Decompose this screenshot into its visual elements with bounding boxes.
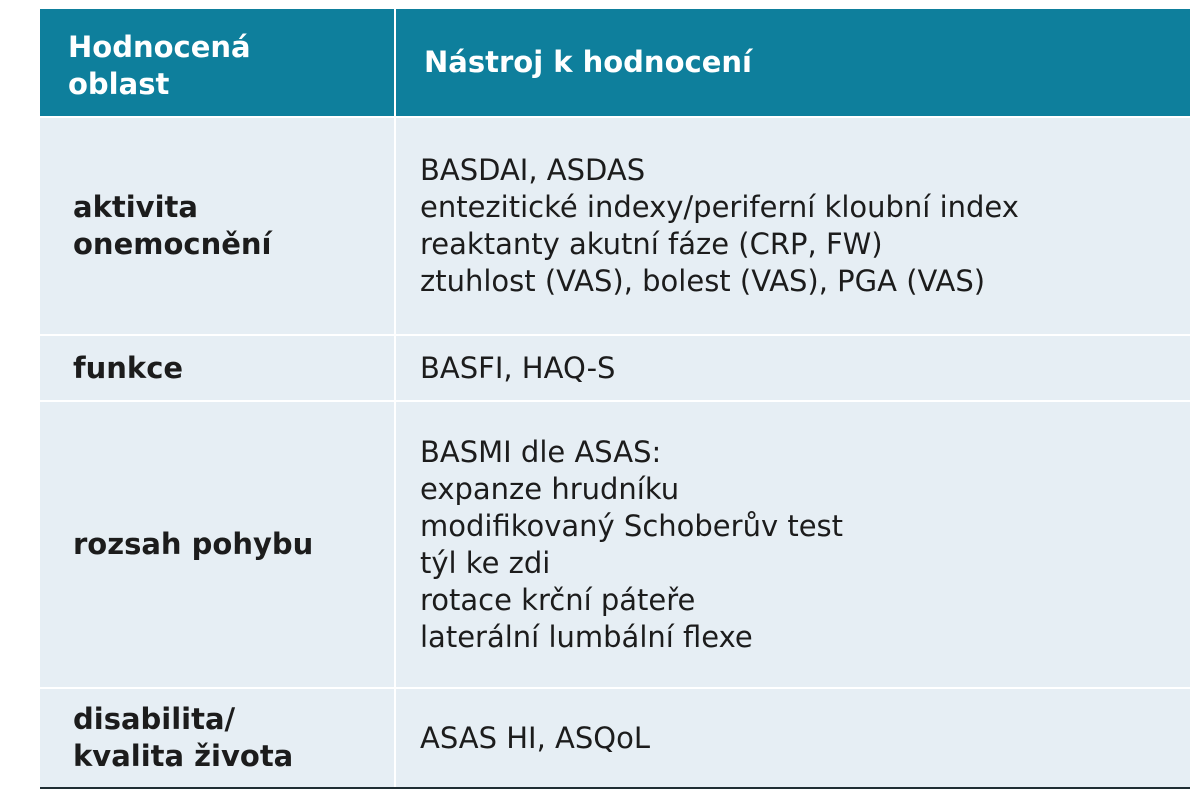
tool-item: expanze hrudníku	[420, 471, 680, 506]
tool-cell	[395, 117, 1190, 335]
tool-item: týl ke zdi	[420, 545, 551, 580]
header-assessed-area	[40, 9, 395, 117]
area-label: disabilita/	[73, 702, 236, 736]
tool-item: BASDAI, ASDAS	[420, 153, 646, 187]
tool-item: reaktanty akutní fáze (CRP, FW)	[420, 227, 883, 261]
tool-item: ASAS HI, ASQoL	[420, 720, 651, 755]
area-cell	[40, 401, 395, 688]
header-assessed-area-label: Hodnocená oblast	[68, 29, 251, 101]
header-assessment-tool	[395, 9, 1190, 117]
tool-cell	[395, 401, 1190, 688]
tool-item: ztuhlost (VAS), bolest (VAS), PGA (VAS)	[420, 264, 986, 298]
tool-cell	[395, 335, 1190, 401]
tool-item: modifikovaný Schoberův test	[420, 508, 844, 543]
tool-item: BASMI dle ASAS:	[420, 434, 662, 469]
table-row	[40, 688, 1190, 788]
area-label: aktivita	[73, 190, 198, 224]
tool-item: laterální lumbální flexe	[420, 619, 753, 654]
assessment-table	[40, 9, 1190, 789]
area-cell	[40, 117, 395, 335]
tool-item: rotace krční páteře	[420, 582, 696, 617]
area-cell	[40, 688, 395, 788]
assessment-table-container	[40, 9, 1190, 789]
tool-item: entezitické indexy/periferní kloubní index	[420, 190, 1019, 224]
tool-cell	[395, 688, 1190, 788]
area-label: funkce	[73, 350, 184, 385]
area-label: onemocnění	[73, 227, 272, 261]
header-assessment-tool-label: Nástroj k hodnocení	[424, 45, 752, 79]
table-row	[40, 335, 1190, 401]
table-row	[40, 117, 1190, 335]
area-label: rozsah pohybu	[73, 527, 314, 561]
area-cell	[40, 335, 395, 401]
area-label: kvalita života	[73, 739, 294, 773]
tool-item: BASFI, HAQ-S	[420, 350, 616, 385]
table-row	[40, 401, 1190, 688]
table-header-row	[40, 9, 1190, 117]
